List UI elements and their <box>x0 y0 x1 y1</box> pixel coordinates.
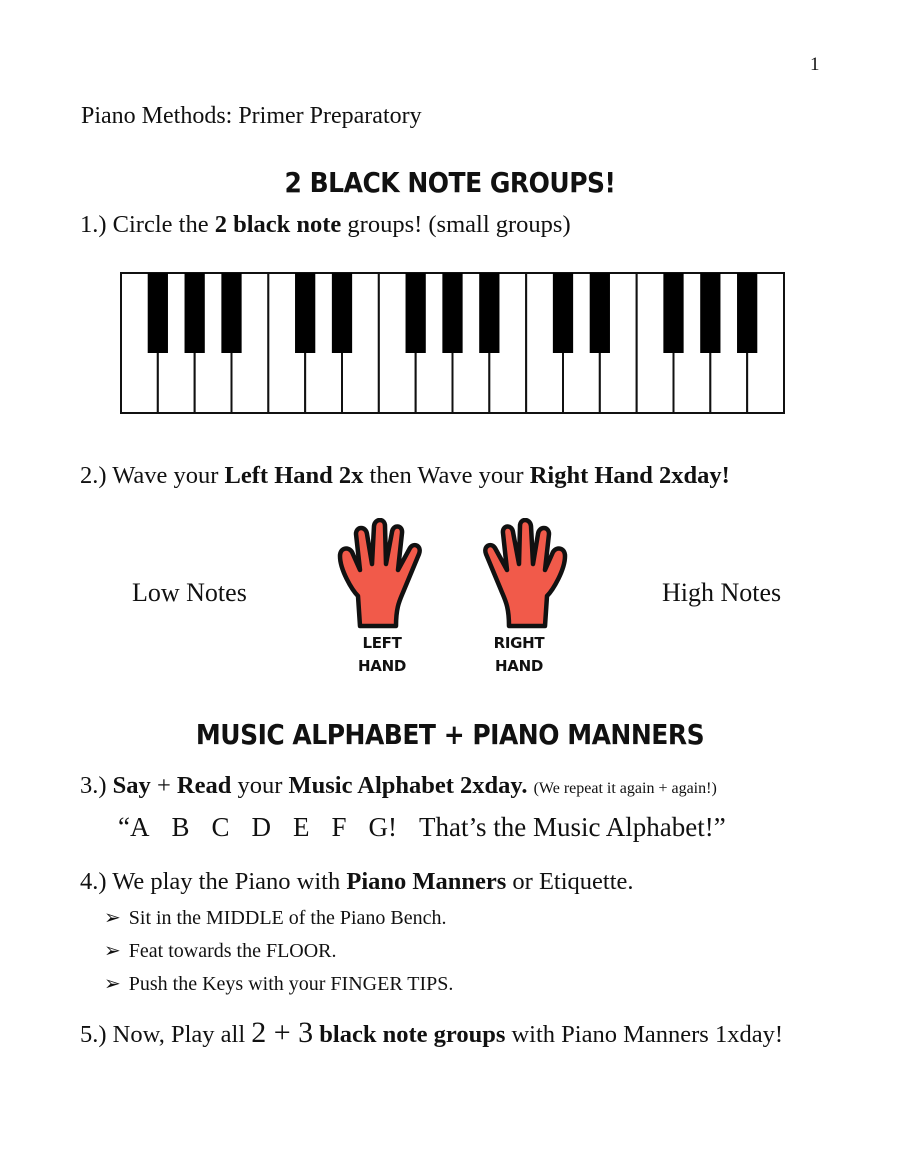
arrow-icon: ➢ <box>104 907 121 929</box>
manners-item-text: Feat towards the FLOOR. <box>128 940 337 962</box>
black-key <box>221 273 241 353</box>
black-key <box>590 273 610 353</box>
q3-text: 3.) <box>80 772 113 799</box>
q3-mid: your <box>231 772 289 799</box>
right-hand-label <box>489 632 549 678</box>
q1-rest: groups! (small groups) <box>341 211 571 238</box>
right-hand-label-1: RIGHT <box>493 634 545 652</box>
q4-bold: Piano Manners <box>346 868 507 895</box>
black-key <box>553 273 573 353</box>
q3-bold-read: Read <box>176 772 232 799</box>
q3-bold-say: Say <box>112 772 151 799</box>
q2-text: 2.) Wave your <box>80 462 225 489</box>
alphabet-tail: That’s the Music Alphabet!” <box>419 812 726 842</box>
section-heading-black-note-groups: 2 BLACK NOTE GROUPS! <box>284 166 616 199</box>
left-hand-label-2: HAND <box>358 657 406 675</box>
alphabet-letter: B <box>171 812 190 842</box>
q5-bold: black note groups <box>313 1021 506 1048</box>
arrow-icon: ➢ <box>104 973 121 995</box>
question-5 <box>80 1016 783 1050</box>
q1-text: 1.) Circle the <box>80 211 215 238</box>
black-key <box>148 273 168 353</box>
black-key <box>295 273 315 353</box>
music-alphabet-line <box>118 812 726 843</box>
black-key <box>332 273 352 353</box>
black-key <box>406 273 426 353</box>
black-key <box>700 273 720 353</box>
q3-plus: + <box>150 772 177 799</box>
manners-item <box>104 971 453 996</box>
manners-item-text: Sit in the MIDDLE of the Piano Bench. <box>128 907 447 929</box>
black-key <box>479 273 499 353</box>
alphabet-letter: E <box>293 812 310 842</box>
left-hand-label <box>352 632 412 678</box>
alphabet-letter: G! <box>368 812 398 842</box>
alphabet-letter: D <box>251 812 272 842</box>
manners-item <box>104 938 337 963</box>
right-hand-label-2: HAND <box>495 657 543 675</box>
q5-text: 5.) Now, Play all <box>80 1021 252 1048</box>
right-hand-icon <box>470 518 575 630</box>
page-header: Piano Methods: Primer Preparatory <box>81 103 422 129</box>
piano-keyboard <box>120 272 785 415</box>
question-1 <box>80 211 571 239</box>
section-heading-music-alphabet: MUSIC ALPHABET + PIANO MANNERS <box>195 718 705 751</box>
q3-note: (We repeat it again + again!) <box>533 780 717 797</box>
q2-bold-left: Left Hand 2x <box>224 462 364 489</box>
left-hand-icon <box>330 518 435 630</box>
q1-bold: 2 black note <box>214 211 342 238</box>
q2-mid: then Wave your <box>363 462 530 489</box>
low-notes-label: Low Notes <box>132 578 247 607</box>
alphabet-letter: C <box>211 812 230 842</box>
q3-bold-alphabet: Music Alphabet 2xday. <box>288 772 528 799</box>
black-key <box>442 273 462 353</box>
manners-item <box>104 905 447 930</box>
alphabet-open-quote: “ <box>118 812 130 842</box>
black-key <box>663 273 683 353</box>
high-notes-label: High Notes <box>662 578 782 607</box>
arrow-icon: ➢ <box>104 940 121 962</box>
q4-rest: or Etiquette. <box>506 868 634 895</box>
q5-big-numbers: 2 + 3 <box>251 1016 314 1049</box>
alphabet-letter: F <box>331 812 347 842</box>
q4-text: 4.) We play the Piano with <box>80 868 347 895</box>
alphabet-letter: A <box>129 812 150 842</box>
manners-item-text: Push the Keys with your FINGER TIPS. <box>128 973 454 995</box>
question-4 <box>80 868 634 896</box>
q2-bold-right: Right Hand 2xday! <box>529 462 730 489</box>
black-key <box>737 273 757 353</box>
question-2 <box>80 462 730 490</box>
question-3 <box>80 772 717 800</box>
black-key <box>185 273 205 353</box>
left-hand-label-1: LEFT <box>362 634 402 652</box>
q5-rest: with Piano Manners 1xday! <box>505 1021 783 1048</box>
page-number: 1 <box>810 54 820 75</box>
